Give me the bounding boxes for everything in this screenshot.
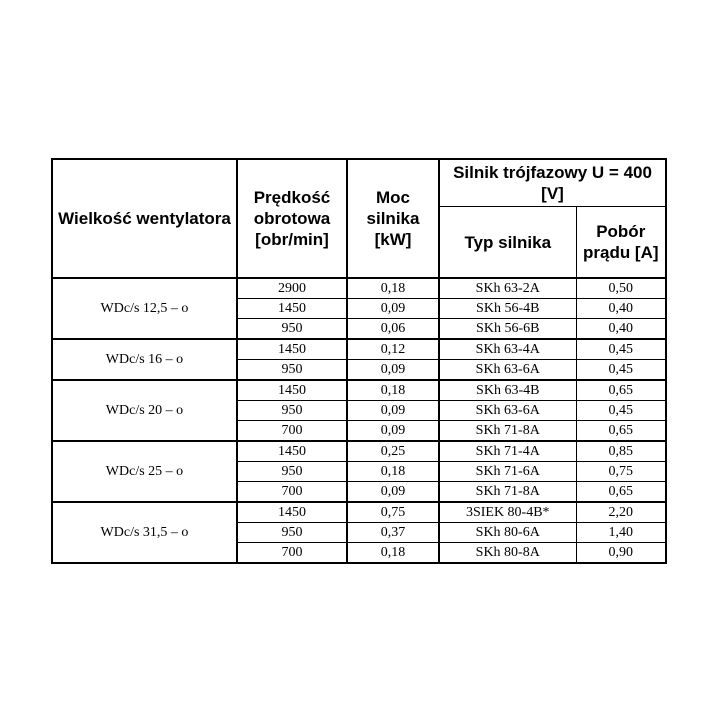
current-cell: 0,40 — [576, 299, 666, 319]
table-row — [52, 278, 666, 299]
header-motor-group: Silnik trójfazowy U = 400 [V] — [439, 159, 666, 207]
speed-cell: 1450 — [237, 380, 347, 401]
power-cell: 0,18 — [347, 462, 439, 482]
power-cell: 0,37 — [347, 523, 439, 543]
current-cell: 0,65 — [576, 421, 666, 442]
current-cell: 0,65 — [576, 482, 666, 503]
current-cell: 0,40 — [576, 319, 666, 340]
motor-type-cell: SKh 71-6A — [439, 462, 576, 482]
power-cell: 0,18 — [347, 543, 439, 564]
current-cell: 0,45 — [576, 360, 666, 381]
power-cell: 0,18 — [347, 380, 439, 401]
motor-type-cell: SKh 56-4B — [439, 299, 576, 319]
current-cell: 2,20 — [576, 502, 666, 523]
power-cell: 0,18 — [347, 278, 439, 299]
current-cell: 0,50 — [576, 278, 666, 299]
motor-type-cell: 3SIEK 80-4B* — [439, 502, 576, 523]
power-cell: 0,75 — [347, 502, 439, 523]
motor-type-cell: SKh 63-4B — [439, 380, 576, 401]
speed-cell: 700 — [237, 482, 347, 503]
motor-type-cell: SKh 56-6B — [439, 319, 576, 340]
fan-size-cell: WDc/s 16 – o — [52, 339, 237, 380]
fan-size-cell: WDc/s 20 – o — [52, 380, 237, 441]
motor-type-cell: SKh 63-6A — [439, 360, 576, 381]
speed-cell: 950 — [237, 319, 347, 340]
motor-type-cell: SKh 71-4A — [439, 441, 576, 462]
current-cell: 0,85 — [576, 441, 666, 462]
table-row — [52, 502, 666, 523]
speed-cell: 1450 — [237, 299, 347, 319]
table-row — [52, 339, 666, 360]
speed-cell: 950 — [237, 462, 347, 482]
speed-cell: 700 — [237, 421, 347, 442]
power-cell: 0,06 — [347, 319, 439, 340]
header-fan-size: Wielkość wentylatora — [52, 159, 237, 278]
motor-type-cell: SKh 80-6A — [439, 523, 576, 543]
speed-cell: 2900 — [237, 278, 347, 299]
current-cell: 0,75 — [576, 462, 666, 482]
power-cell: 0,09 — [347, 299, 439, 319]
motor-type-cell: SKh 71-8A — [439, 482, 576, 503]
header-motor-type: Typ silnika — [439, 207, 576, 279]
fan-size-group — [52, 278, 666, 339]
motor-type-cell: SKh 63-6A — [439, 401, 576, 421]
motor-type-cell: SKh 80-8A — [439, 543, 576, 564]
fan-size-cell: WDc/s 12,5 – o — [52, 278, 237, 339]
header-speed: Prędkość obrotowa [obr/min] — [237, 159, 347, 278]
current-cell: 0,65 — [576, 380, 666, 401]
power-cell: 0,09 — [347, 360, 439, 381]
motor-type-cell: SKh 63-2A — [439, 278, 576, 299]
fan-size-cell: WDc/s 31,5 – o — [52, 502, 237, 563]
current-cell: 0,45 — [576, 339, 666, 360]
fan-size-group — [52, 339, 666, 380]
speed-cell: 1450 — [237, 502, 347, 523]
power-cell: 0,09 — [347, 401, 439, 421]
power-cell: 0,09 — [347, 482, 439, 503]
current-cell: 1,40 — [576, 523, 666, 543]
motor-type-cell: SKh 71-8A — [439, 421, 576, 442]
fan-size-group — [52, 441, 666, 502]
fan-spec-table — [51, 158, 667, 564]
header-current: Pobór prądu [A] — [576, 207, 666, 279]
fan-size-cell: WDc/s 25 – o — [52, 441, 237, 502]
speed-cell: 950 — [237, 401, 347, 421]
current-cell: 0,90 — [576, 543, 666, 564]
power-cell: 0,25 — [347, 441, 439, 462]
power-cell: 0,12 — [347, 339, 439, 360]
table-row — [52, 380, 666, 401]
speed-cell: 950 — [237, 523, 347, 543]
motor-type-cell: SKh 63-4A — [439, 339, 576, 360]
table-row — [52, 441, 666, 462]
speed-cell: 1450 — [237, 441, 347, 462]
power-cell: 0,09 — [347, 421, 439, 442]
speed-cell: 1450 — [237, 339, 347, 360]
speed-cell: 700 — [237, 543, 347, 564]
fan-size-group — [52, 380, 666, 441]
speed-cell: 950 — [237, 360, 347, 381]
fan-size-group — [52, 502, 666, 563]
header-power: Moc silnika [kW] — [347, 159, 439, 278]
current-cell: 0,45 — [576, 401, 666, 421]
